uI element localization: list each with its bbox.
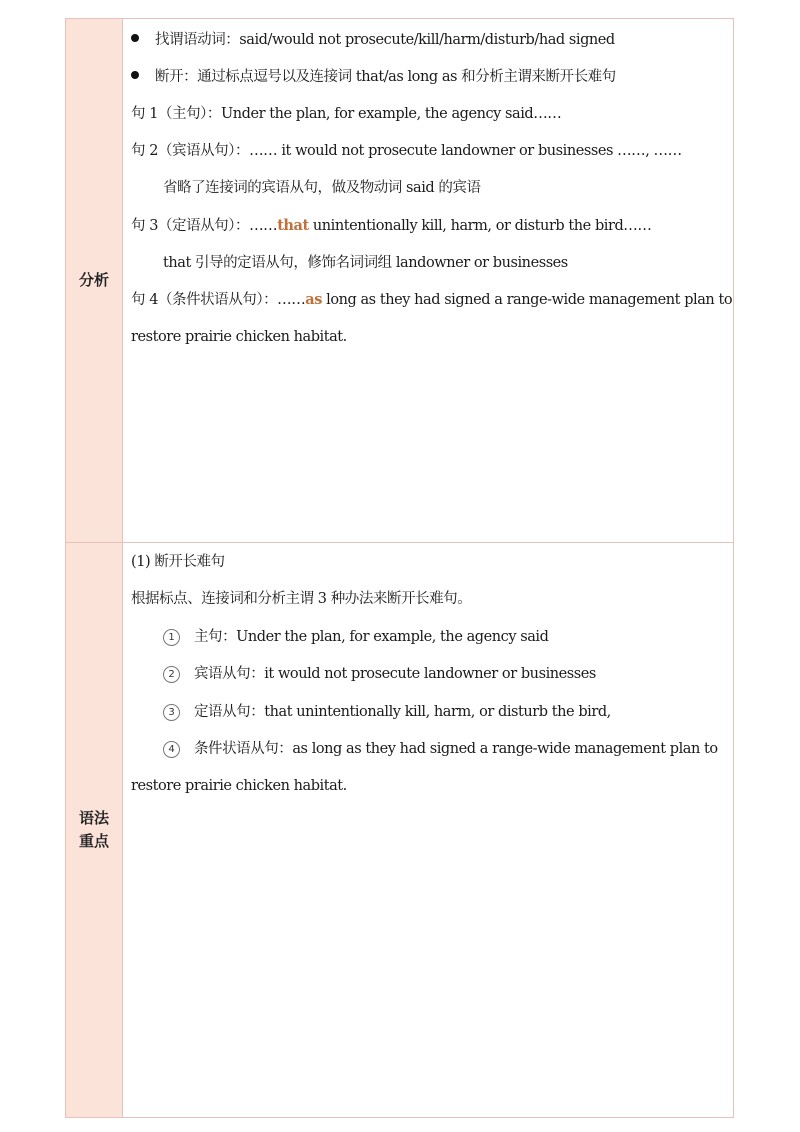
circled-number-icon: 4 bbox=[163, 741, 180, 758]
grammar-row bbox=[66, 542, 733, 1117]
bullet-find-verbs: 找谓语动词：said/would not prosecute/kill/harm/disturb/had signed bbox=[131, 29, 727, 51]
grammar-item-4: 4 条件状语从句：as long as they had signed a range-wide management plan to bbox=[131, 738, 727, 760]
circled-number-icon: 3 bbox=[163, 704, 180, 721]
sentence-2: 句 2（宾语从句）：…… it would not prosecute landowner or businesses ……, …… bbox=[131, 143, 682, 159]
analysis-content bbox=[123, 19, 733, 542]
grammar-label-cell bbox=[66, 543, 123, 1117]
sentence-1: 句 1（主句）：Under the plan, for example, the agency said…… bbox=[131, 106, 562, 122]
keyword-that: that bbox=[277, 217, 309, 234]
bullet-dot-icon bbox=[131, 29, 155, 51]
circled-number-icon: 2 bbox=[163, 666, 180, 683]
grammar-item-1: 1 主句：Under the plan, for example, the agency said bbox=[131, 626, 727, 648]
grammar-content bbox=[123, 543, 733, 1117]
keyword-as: as bbox=[305, 291, 322, 308]
circled-number-icon: 1 bbox=[163, 629, 180, 646]
bullet-dot-icon bbox=[131, 66, 155, 88]
analysis-label-cell bbox=[66, 19, 123, 542]
grammar-item-2: 2 宾语从句：it would not prosecute landowner or businesses bbox=[131, 663, 727, 685]
grammar-heading: (1) 断开长难句 bbox=[131, 554, 225, 570]
grammar-item-4-continued: restore prairie chicken habitat. bbox=[131, 778, 347, 794]
analysis-table bbox=[65, 18, 734, 1118]
grammar-intro: 根据标点、连接词和分析主谓 3 种办法来断开长难句。 bbox=[131, 591, 472, 607]
analysis-row bbox=[66, 19, 733, 542]
sentence-3-note: that 引导的定语从句，修饰名词词组 landowner or businesses bbox=[163, 255, 568, 271]
sentence-4-continued: restore prairie chicken habitat. bbox=[131, 329, 347, 345]
sentence-2-note: 省略了连接词的宾语从句，做及物动词 said 的宾语 bbox=[163, 180, 481, 196]
sentence-3: 句 3（定语从句）：……that unintentionally kill, harm, or disturb the bird…… bbox=[131, 217, 652, 234]
sentence-4: 句 4（条件状语从句）：……as long as they had signed a range-wide management plan to bbox=[131, 291, 733, 308]
grammar-label: 语法 重点 bbox=[78, 809, 109, 850]
grammar-item-3: 3 定语从句：that unintentionally kill, harm, or disturb the bird, bbox=[131, 701, 727, 723]
analysis-label: 分析 bbox=[78, 271, 109, 289]
bullet-split: 断开：通过标点逗号以及连接词 that/as long as 和分析主谓来断开长难句 bbox=[131, 66, 727, 88]
